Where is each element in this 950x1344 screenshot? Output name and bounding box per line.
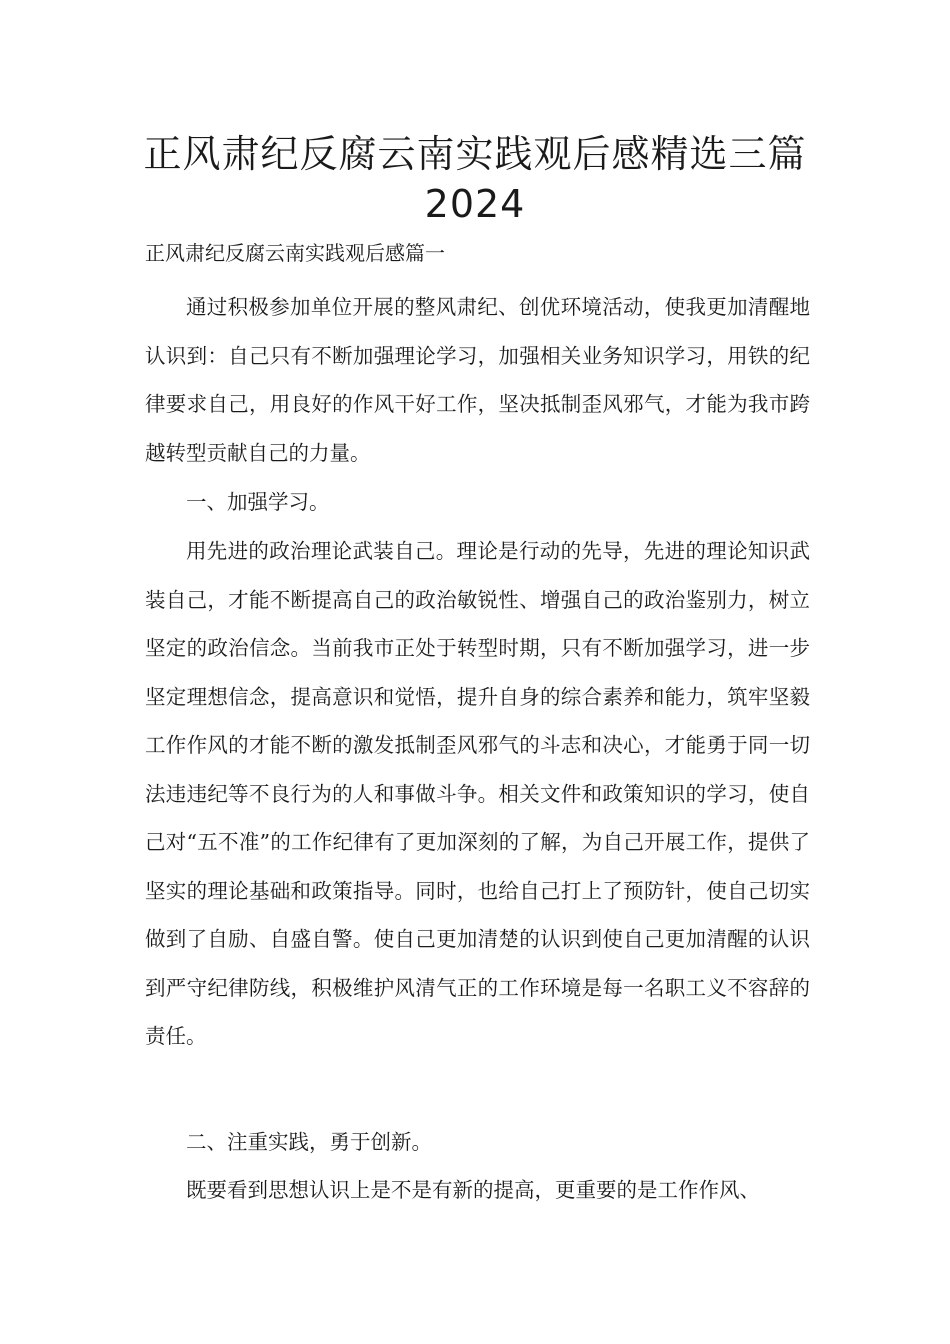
paragraph-intro: 通过积极参加单位开展的整风肃纪、创优环境活动，使我更加清醒地认识到：自己只有不断加强理论学习，加强相关业务知识学习，用铁的纪律要求自己，用良好的作风干好工作，坚决抵制歪风邪气，才能为我市跨越转型贡献自己的力量。 (145, 295, 810, 465)
paragraph-study: 用先进的政治理论武装自己。理论是行动的先导，先进的理论知识武装自己，才能不断提高自己的政治敏锐性、增强自己的政治鉴别力，树立坚定的政治信念。当前我市正处于转型时期，只有不断加强学习，进一步坚定理想信念，提高意识和觉悟，提升自身的综合素养和能力，筑牢坚毅工作作风的才能不断的激发抵制歪风邪气的斗志和决心，才能勇于同一切法违违纪等不良行为的人和事做斗争。相关文件和政策知识的学习，使自己对“五不准”的工作纪律有了更加深刻的了解，为自己开展工作，提供了坚实的理论基础和政策指导。同时，也给自己打上了预防针，使自己切实做到了自励、自盛自警。使自己更加清楚的认识到使自己更加清醒的认识到严守纪律防线，积极维护风清气正的工作环境是每一名职工义不容辞的责任。 (145, 539, 810, 1048)
section-heading-2: 二、注重实践，勇于创新。 (186, 1130, 432, 1154)
section-heading-1: 一、加强学习。 (186, 490, 330, 514)
document-title: 正风肃纪反腐云南实践观后感精选三篇 (143, 132, 807, 176)
document-title-year: 2024 (424, 182, 526, 226)
paragraph-practice: 既要看到思想认识上是不是有新的提高，更重要的是工作作风、 (186, 1178, 760, 1202)
section-subtitle: 正风肃纪反腐云南实践观后感篇一 (145, 241, 445, 265)
